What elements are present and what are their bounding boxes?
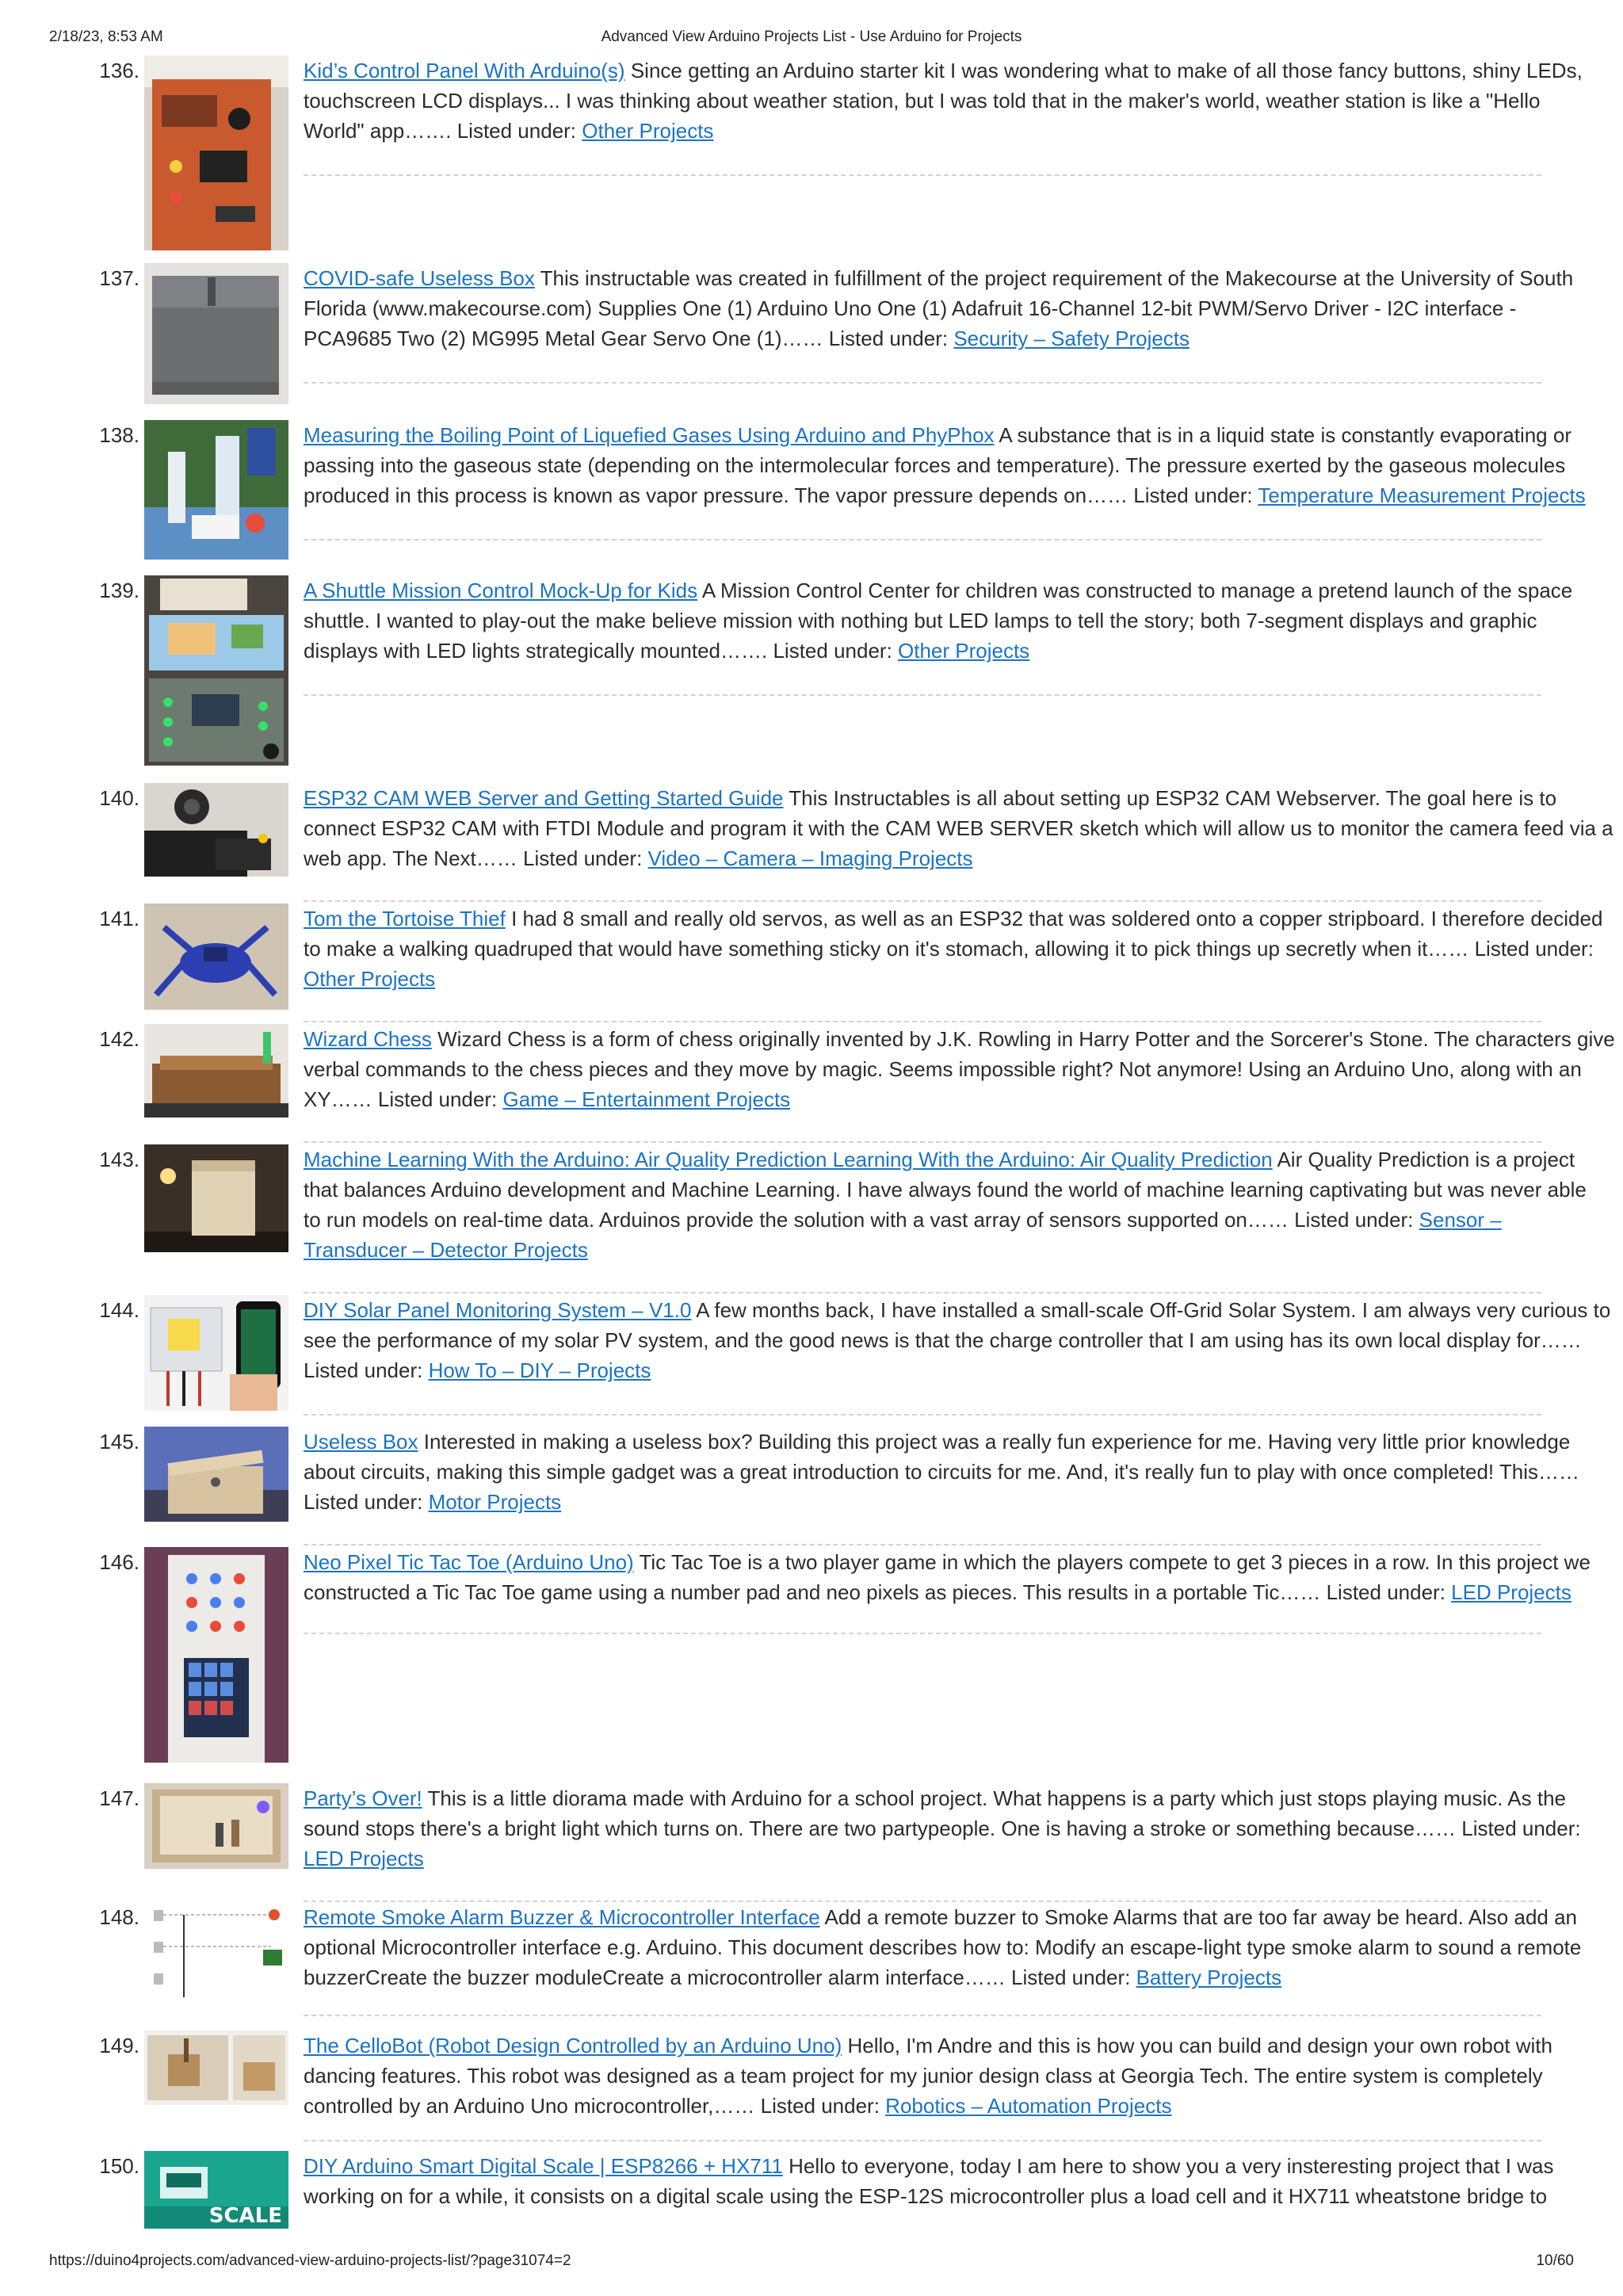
category-link[interactable]: LED Projects: [304, 1847, 424, 1870]
entry-text: Machine Learning With the Arduino: Air Quality Prediction Learning With the Arduino: Air Quality Prediction Air Quality Prediction is a project that balances Arduino development and Machine Learning. I have always found the world of machine learning captivating but was never able to run models on real-time data. Arduinos provide the solution with a vast array of sensors supported on…… Listed under: Sensor – Transducer – Detector Projects: [304, 1148, 1587, 1262]
entry-divider: [304, 2140, 1541, 2141]
entry-number: 143.: [99, 1148, 139, 1171]
entry-number: 140.: [99, 786, 139, 810]
entry-divider: [304, 1141, 1541, 1143]
entry-text: DIY Solar Panel Monitoring System – V1.0 A few months back, I have installed a small-scale Off-Grid Solar System. I am always very curious to see the performance of my solar PV system, and the good news is that the charge controller that I am using has its own local display for…… Listed under: How To – DIY – Projects: [304, 1298, 1611, 1382]
entry-divider: [304, 900, 1541, 902]
project-title-link[interactable]: COVID-safe Useless Box: [304, 266, 535, 290]
project-title-link[interactable]: Kid’s Control Panel With Arduino(s): [304, 59, 625, 82]
project-thumbnail[interactable]: [144, 420, 288, 560]
project-thumbnail[interactable]: [144, 2151, 288, 2229]
category-link[interactable]: Other Projects: [304, 967, 436, 991]
page-url: https://duino4projects.com/advanced-view-arduino-projects-list/?page31074=2: [49, 2252, 571, 2269]
entry-number: 138.: [99, 423, 139, 447]
entry-text: ESP32 CAM WEB Server and Getting Started Guide This Instructables is all about setting up ESP32 CAM Webserver. The goal here is to connect ESP32 CAM with FTDI Module and program it with the CAM WEB SERVER sketch which will allow us to monitor the camera feed via a web app. The Next…… Listed under: Video – Camera – Imaging Projects: [304, 786, 1613, 870]
entry-number: 142.: [99, 1027, 139, 1051]
project-thumbnail[interactable]: [144, 1902, 288, 2007]
entry-divider: [304, 2015, 1541, 2016]
entry-text: Party’s Over! This is a little diorama made with Arduino for a school project. What happens is a party which just stops playing music. As the sound stops there's a bright light which turns on. There are two partypeople. One is having a stroke or something because…… Listed under: LED Projects: [304, 1786, 1581, 1870]
entry-divider: [304, 694, 1541, 696]
entry-divider: [304, 1021, 1541, 1022]
project-title-link[interactable]: DIY Solar Panel Monitoring System – V1.0: [304, 1298, 692, 1322]
entry-number: 144.: [99, 1298, 139, 1322]
entry-divider: [304, 1292, 1541, 1293]
entry-number: 137.: [99, 266, 139, 290]
entry-text: Useless Box Interested in making a useless box? Building this project was a really fun experience for me. Having very little prior knowledge about circuits, making this simple gadget was a great introduction to circuits for me. And, it's really fun to play with once completed! This…… Listed under: Motor Projects: [304, 1430, 1580, 1514]
category-link[interactable]: Temperature Measurement Projects: [1258, 483, 1586, 507]
entry-number: 147.: [99, 1786, 139, 1810]
print-datetime: 2/18/23, 8:53 AM: [49, 29, 163, 45]
project-title-link[interactable]: Tom the Tortoise Thief: [304, 907, 506, 930]
category-link[interactable]: Motor Projects: [428, 1490, 562, 1514]
category-link[interactable]: Security – Safety Projects: [953, 327, 1190, 350]
entry-divider: [304, 539, 1541, 541]
entry-text: Kid’s Control Panel With Arduino(s) Since getting an Arduino starter kit I was wondering what to make of all those fancy buttons, shiny LEDs, touchscreen LCD displays... I was thinking about weather station, but I was told that in the maker's world, weather station is like a "Hello World" app……. Listed under: Other Projects: [304, 59, 1583, 143]
entry-divider: [304, 1414, 1541, 1415]
project-thumbnail[interactable]: [144, 2030, 288, 2105]
entry-text: Tom the Tortoise Thief I had 8 small and really old servos, as well as an ESP32 that was soldered onto a copper stripboard. I therefore decided to make a walking quadruped that would have something sticky on it's stomach, allowing it to pick things up secretly when it…… Listed under: Other Projects: [304, 907, 1603, 991]
project-thumbnail[interactable]: [144, 55, 288, 250]
project-thumbnail[interactable]: [144, 263, 288, 404]
category-link[interactable]: Robotics – Automation Projects: [885, 2094, 1172, 2118]
category-link[interactable]: LED Projects: [1451, 1580, 1571, 1604]
entry-number: 146.: [99, 1550, 139, 1574]
project-title-link[interactable]: Party’s Over!: [304, 1786, 422, 1810]
entry-divider: [304, 382, 1541, 384]
category-link[interactable]: Battery Projects: [1136, 1966, 1282, 1989]
project-thumbnail[interactable]: [144, 1783, 288, 1869]
print-footer: [0, 2249, 1623, 2273]
thumbnail-label: SCALE: [208, 2204, 282, 2228]
project-thumbnail[interactable]: [144, 575, 288, 766]
category-link[interactable]: Video – Camera – Imaging Projects: [647, 846, 973, 870]
category-link[interactable]: How To – DIY – Projects: [428, 1358, 651, 1382]
entry-text: Wizard Chess Wizard Chess is a form of chess originally invented by J.K. Rowling in Harry Potter and the Sorcerer's Stone. The characters give verbal commands to the chess pieces and they move by magic. Seems impossible right? Not anymore! Using an Arduino Uno, along with an XY…… Listed under: Game – Entertainment Projects: [304, 1027, 1615, 1111]
project-thumbnail[interactable]: [144, 1144, 288, 1252]
entry-number: 141.: [99, 907, 139, 930]
print-page-title: Advanced View Arduino Projects List - Use Arduino for Projects: [601, 29, 1022, 45]
project-title-link[interactable]: Wizard Chess: [304, 1027, 432, 1051]
entry-text: COVID-safe Useless Box This instructable was created in fulfillment of the project requirement of the Makecourse at the University of South Florida (www.makecourse.com) Supplies One (1) Arduino Uno One (1) Adafruit 16-Channel 12-bit PWM/Servo Driver - I2C interface - PCA9685 Two (2) MG995 Metal Gear Servo One (1)…… Listed under: Security – Safety Projects: [304, 266, 1574, 350]
entry-text: Neo Pixel Tic Tac Toe (Arduino Uno) Tic Tac Toe is a two player game in which the players compete to get 3 pieces in a row. In this project we constructed a Tic Tac Toe game using a number pad and neo pixels as pieces. This results in a portable Tic…… Listed under: LED Projects: [304, 1550, 1591, 1604]
entry-number: 150.: [99, 2154, 139, 2178]
project-title-link[interactable]: Measuring the Boiling Point of Liquefied Gases Using Arduino and PhyPhox: [304, 423, 995, 447]
entry-number: 149.: [99, 2034, 139, 2057]
project-thumbnail[interactable]: [144, 904, 288, 1010]
category-link[interactable]: Game – Entertainment Projects: [502, 1087, 791, 1111]
entry-text: A Shuttle Mission Control Mock-Up for Kids A Mission Control Center for children was constructed to manage a pretend launch of the space shuttle. I wanted to play-out the make believe mission with nothing but LED lamps to tell the story; both 7-segment displays and graphic displays with LED lights strategically mounted……. Listed under: Other Projects: [304, 579, 1573, 663]
entry-text: DIY Arduino Smart Digital Scale | ESP8266 + HX711 Hello to everyone, today I am here to show you a very insteresting project that I was working on for a while, it consists on a digital scale using the ESP-12S microcontroller plus a load cell and it HX711 wheatstone bridge to: [304, 2154, 1554, 2208]
project-thumbnail[interactable]: [144, 783, 288, 877]
category-link[interactable]: Other Projects: [582, 119, 714, 143]
category-link[interactable]: Sensor –: [1419, 1208, 1502, 1232]
entry-text: Remote Smoke Alarm Buzzer & Microcontroller Interface Add a remote buzzer to Smoke Alarms that are too far away be heard. Also add an optional Microcontroller interface e.g. Arduino. This document describes how to: Modify an escape-light type smoke alarm to sound a remote buzzerCreate the buzzer moduleCreate a microcontroller alarm interface…… Listed under: Battery Projects: [304, 1905, 1582, 1989]
entry-text: The CelloBot (Robot Design Controlled by an Arduino Uno) Hello, I'm Andre and this is how you can build and design your own robot with dancing features. This robot was designed as a team project for my junior design class at Georgia Tech. The entire system is completely controlled by an Arduino Uno microcontroller,…… Listed under: Robotics – Automation Projects: [304, 2034, 1552, 2118]
entry-number: 148.: [99, 1905, 139, 1929]
project-title-link[interactable]: The CelloBot (Robot Design Controlled by an Arduino Uno): [304, 2034, 842, 2057]
project-title-link[interactable]: ESP32 CAM WEB Server and Getting Started Guide: [304, 786, 784, 810]
project-thumbnail[interactable]: [144, 1295, 288, 1411]
project-thumbnail[interactable]: [144, 1547, 288, 1763]
category-link[interactable]: Other Projects: [898, 639, 1030, 663]
project-title-link[interactable]: Machine Learning With the Arduino: Air Quality Prediction Learning With the Arduino: Air Quality Prediction: [304, 1148, 1273, 1171]
category-link[interactable]: Transducer – Detector Projects: [304, 1238, 588, 1262]
entry-number: 139.: [99, 579, 139, 602]
project-thumbnail[interactable]: [144, 1024, 288, 1117]
entry-divider: [304, 1633, 1541, 1634]
page-number: 10/60: [1536, 2252, 1574, 2269]
entry-divider: [304, 1544, 1541, 1545]
project-title-link[interactable]: Neo Pixel Tic Tac Toe (Arduino Uno): [304, 1550, 634, 1574]
project-thumbnail[interactable]: [144, 1427, 288, 1522]
entry-number: 136.: [99, 59, 139, 82]
project-title-link[interactable]: DIY Arduino Smart Digital Scale | ESP8266 + HX711: [304, 2154, 783, 2178]
print-header: [0, 24, 1623, 48]
project-title-link[interactable]: Useless Box: [304, 1430, 418, 1454]
entry-divider: [304, 174, 1541, 176]
project-title-link[interactable]: Remote Smoke Alarm Buzzer & Microcontroller Interface: [304, 1905, 820, 1929]
entry-number: 145.: [99, 1430, 139, 1454]
project-title-link[interactable]: A Shuttle Mission Control Mock-Up for Kids: [304, 579, 698, 602]
entry-text: Measuring the Boiling Point of Liquefied Gases Using Arduino and PhyPhox A substance that is in a liquid state is constantly evaporating or passing into the gaseous state (depending on the intermolecular forces and temperature). The pressure exerted by the gaseous molecules produced in this process is known as vapor pressure. The vapor pressure depends on…… Listed under: Temperature Measurement Projects: [304, 423, 1586, 507]
